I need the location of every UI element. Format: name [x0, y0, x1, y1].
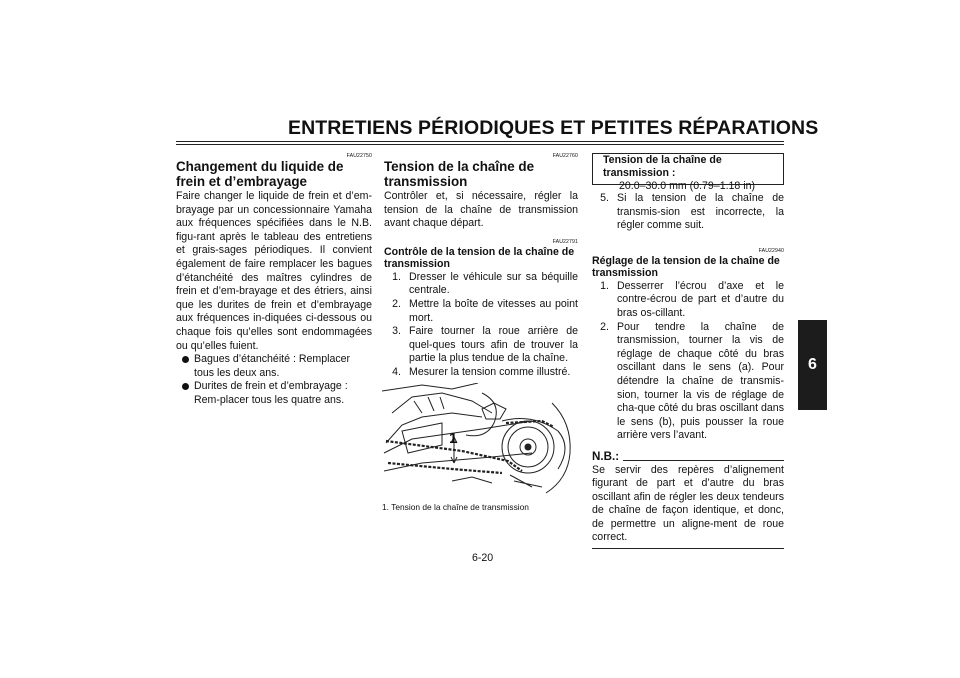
step-item: 2. Pour tendre la chaîne de transmission, tourner la vis de réglage de chaque côté du bras oscillant dans le sens (a). Pour détendre la chaîne de transmis-sion, tourner la vis de réglage de cha-que côté du bras oscillant dans le sens (b), puis pousser la roue arrière vers l’avant.	[600, 320, 784, 442]
chain-tension-illustration	[382, 383, 578, 504]
step-item: 5. Si la tension de la chaîne de transmis-sion est incorrecte, la régler comme suit.	[600, 192, 784, 232]
figure-caption: 1. Tension de la chaîne de transmission	[382, 502, 529, 512]
section-heading: Changement du liquide de frein et d’embrayage	[176, 159, 344, 189]
bullet-item: Bagues d’étanchéité : Remplacer tous les deux ans.	[176, 353, 372, 380]
spec-box	[592, 153, 784, 192]
step-item: 4. Mesurer la tension comme illustré.	[392, 365, 571, 378]
step-item: 1. Desserrer l’écrou d’axe et le contre-écrou de part et d’autre du bras os-cillant.	[600, 279, 784, 319]
step-item: 1. Dresser le véhicule sur sa béquille centrale.	[392, 270, 578, 297]
step-item: 3. Faire tourner la roue arrière de quel-ques tours afin de trouver la partie la plus tendue de la chaîne.	[392, 325, 578, 365]
section-heading: Réglage de la tension de la chaîne de transmission	[592, 254, 780, 280]
chapter-tab: 6	[798, 320, 827, 410]
bullet-dot-icon	[182, 383, 189, 390]
section-code: FAU22750	[346, 153, 372, 159]
spec-value: 20.0–30.0 mm (0.79–1.18 in)	[619, 180, 756, 192]
step-item: 2. Mettre la boîte de vitesses au point mort.	[392, 297, 578, 324]
page-header-title: ENTRETIENS PÉRIODIQUES ET PETITES RÉPARATIONS	[288, 117, 819, 139]
section-code: FAU22940	[758, 247, 784, 254]
note-rule	[623, 460, 784, 461]
note-text: Se servir des repères d’alignement figurant de part et d’autre du bras oscillant afin de régler les deux tendeurs de chaîne de façon identique, et donc, de permettre un aligne-ment de roue correct.	[592, 463, 784, 544]
bullet-item: Durites de frein et d’embrayage : Rem-placer tous les quatre ans.	[176, 380, 372, 407]
subsection-code: FAU22791	[552, 238, 578, 245]
subsection-heading: Contrôle de la tension de la chaîne de transmission	[384, 245, 575, 271]
figure-label-1: 1	[449, 430, 458, 447]
section-body: Contrôler et, si nécessaire, régler la tension de la chaîne de transmission avant chaque départ.	[384, 190, 578, 230]
middle-column	[384, 152, 578, 380]
header-rule-bottom	[176, 144, 784, 145]
right-column	[592, 192, 784, 549]
section-heading: Tension de la chaîne de transmission	[384, 159, 535, 189]
bullet-dot-icon	[182, 356, 189, 363]
left-column	[176, 152, 372, 408]
spec-title: Tension de la chaîne de transmission :	[603, 154, 722, 179]
section-body: Faire changer le liquide de frein et d’em-brayage par un concessionnaire Yamaha aux fréquences spécifiées dans le N.B. figu-rant après le tableau des entretiens et grais-sages périodiques. Il convient également de faire remplacer les bagues d’étanchéité des maîtres cylindres de frein et d’em-brayage et des étriers, ainsi que les durites de frein et d’embrayage aux fréquences in-diquées ci-dessous ou chaque fois qu’elles sont endommagées ou qu’elles fuient.	[176, 190, 372, 352]
section-code: FAU22760	[552, 153, 578, 159]
note-end-rule	[592, 548, 784, 549]
header-rule-top	[176, 141, 784, 142]
page-number: 6-20	[472, 552, 494, 564]
swingarm-chain-drawing	[382, 383, 578, 499]
note-heading: N.B.:	[592, 450, 784, 464]
